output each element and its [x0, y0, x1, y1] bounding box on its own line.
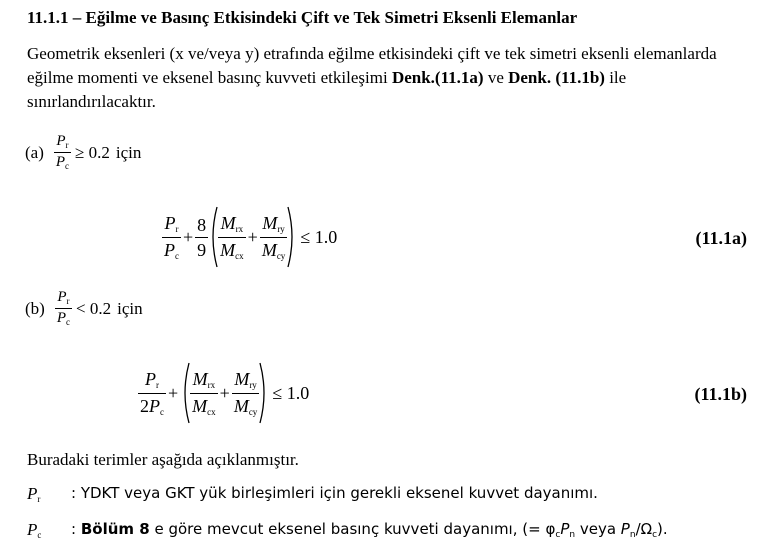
- equation-11-1b: $\frac{P_r}{2P_c}$ + $\frac{M_{rx}}{M_{cx}}$ + $\frac{M_{ry}}{M_{cy}}$ ≤ 1.0: [138, 362, 309, 424]
- equation-ref-b: Denk. (11.1b): [508, 68, 605, 87]
- terms-intro: Buradaki terimler aşağıda açıklanmıştır.: [27, 450, 299, 469]
- condition-b: (b) $\frac{P_r}{P_c}$ < 0.2 için: [25, 289, 143, 327]
- equation-number-a: (11.1a): [695, 228, 747, 248]
- definition-pr: $P_r$ : YDKT veya GKT yük birleşimleri için gerekli eksenel kuvvet dayanımı.: [27, 484, 598, 504]
- intro-paragraph: Geometrik eksenleri (x ve/veya y) etrafında eğilme etkisindeki çift ve tek simetri eksenli elemanlarda eğilme momenti ve eksenel basınç kuvveti etkileşimi Denk.(11.1a) ve Denk. (11.1b) ile sınırlandırılacaktır.: [27, 44, 717, 111]
- equation-number-b: (11.1b): [694, 384, 747, 404]
- definition-pc: $P_c$ : Bölüm 8 e göre mevcut eksenel basınç kuvveti dayanımı, (= $\varphi_cP_n$ veya $P_n/\Omega_c$).: [27, 520, 668, 540]
- ratio-pr-pc: $\frac{P_r}{P_c}$: [55, 133, 70, 171]
- equation-ref-a: Denk.(11.1a): [391, 68, 484, 87]
- right-paren: [287, 206, 297, 268]
- condition-a: (a) $\frac{P_r}{P_c}$ ≥ 0.2 için: [25, 133, 142, 171]
- left-paren: [208, 206, 218, 268]
- section-heading: 11.1.1 – Eğilme ve Basınç Etkisindeki Çift ve Tek Simetri Eksenli Elemanlar: [27, 8, 578, 27]
- equation-11-1a: $\frac{P_r}{P_c}$ + $\frac{8}{9}$ $\frac{M_{rx}}{M_{cx}}$ + $\frac{M_{ry}}{M_{cy}}$ ≤ 1.0: [162, 206, 337, 268]
